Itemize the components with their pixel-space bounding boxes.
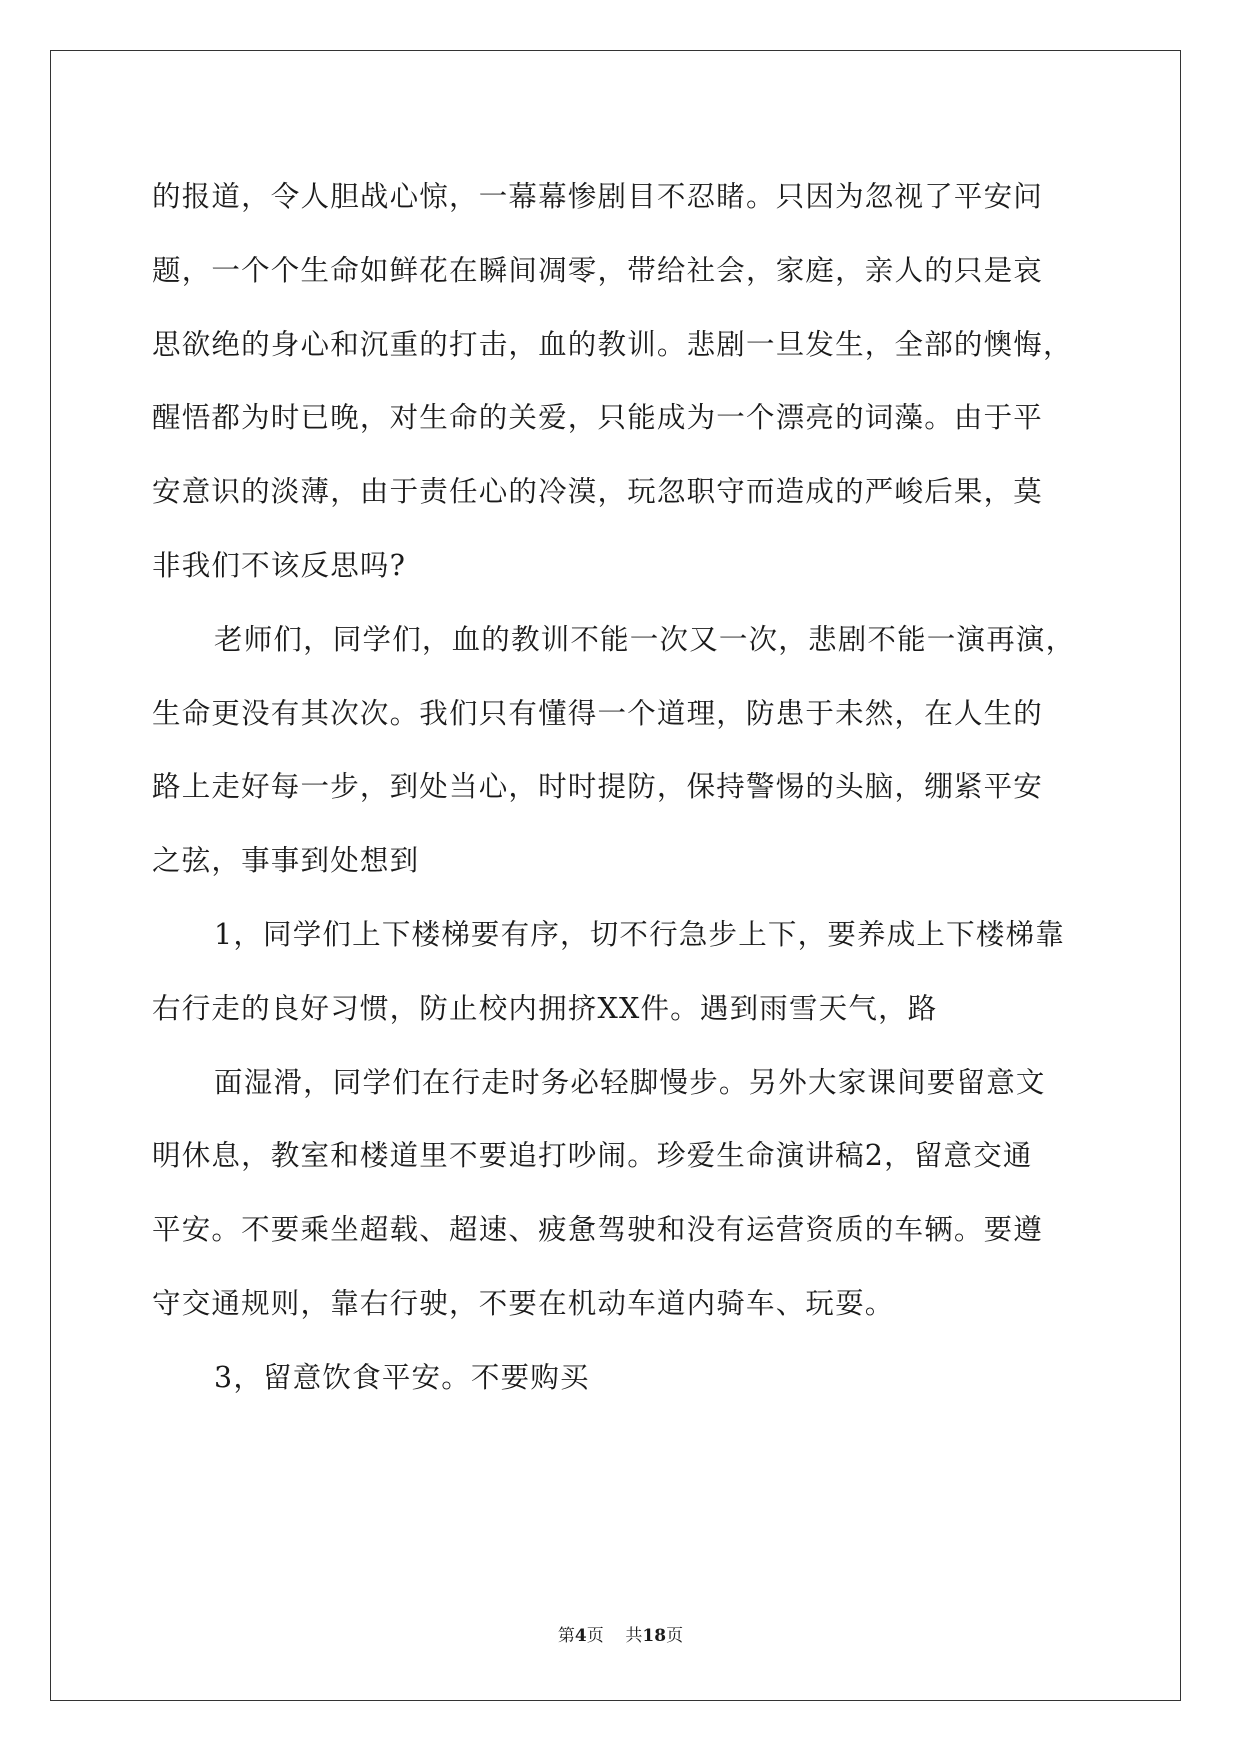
paragraph-start-line: 3，留意饮食平安。不要购买 (214, 1360, 590, 1394)
text-line: 路上走好每一步，到处当心，时时提防，保持警惕的头脑，绷紧平安 (152, 770, 1044, 804)
page-footer (0, 1624, 1241, 1648)
text-line: 醒悟都为时已晚，对生命的关爱，只能成为一个漂亮的词藻。由于平 (152, 401, 1044, 435)
text-line: 守交通规则，靠右行驶，不要在机动车道内骑车、玩耍。 (152, 1286, 895, 1320)
text-line: 生命更没有其次次。我们只有懂得一个道理，防患于未然，在人生的 (152, 696, 1044, 730)
text-line: 平安。不要乘坐超载、超速、疲惫驾驶和没有运营资质的车辆。要遵 (152, 1213, 1044, 1247)
text-line: 之弦，事事到处想到 (152, 844, 420, 878)
paragraph-start-line: 老师们，同学们，血的教训不能一次又一次，悲剧不能一演再演， (214, 622, 1076, 656)
page-number: 4 (574, 1626, 587, 1646)
text-line: 题，一个个生命如鲜花在瞬间凋零，带给社会，家庭，亲人的只是哀 (152, 253, 1044, 287)
document-body (152, 160, 1112, 1415)
text-line: 思欲绝的身心和沉重的打击，血的教训。悲剧一旦发生，全部的懊悔， (152, 327, 1073, 361)
text-line: 安意识的淡薄，由于责任心的冷漠，玩忽职守而造成的严峻后果，莫 (152, 475, 1044, 509)
paragraph-start-line: 1，同学们上下楼梯要有序，切不行急步上下，要养成上下楼梯靠 (214, 917, 1065, 951)
paragraph-start-line: 面湿滑，同学们在行走时务必轻脚慢步。另外大家课间要留意文 (214, 1065, 1046, 1099)
total-suffix: 页 (666, 1626, 684, 1646)
page-prefix: 第 (557, 1626, 575, 1646)
total-prefix: 共 (625, 1626, 643, 1646)
page-suffix: 页 (586, 1626, 604, 1646)
total-pages: 18 (642, 1626, 667, 1646)
text-line: 的报道，令人胆战心惊，一幕幕惨剧目不忍睹。只因为忽视了平安问 (152, 180, 1044, 213)
text-line: 明休息，教室和楼道里不要追打吵闹。珍爱生命演讲稿2，留意交通 (152, 1139, 1033, 1173)
text-line: 非我们不该反思吗? (152, 548, 407, 582)
text-line: 右行走的良好习惯，防止校内拥挤XX件。遇到雨雪天气，路 (152, 991, 938, 1025)
